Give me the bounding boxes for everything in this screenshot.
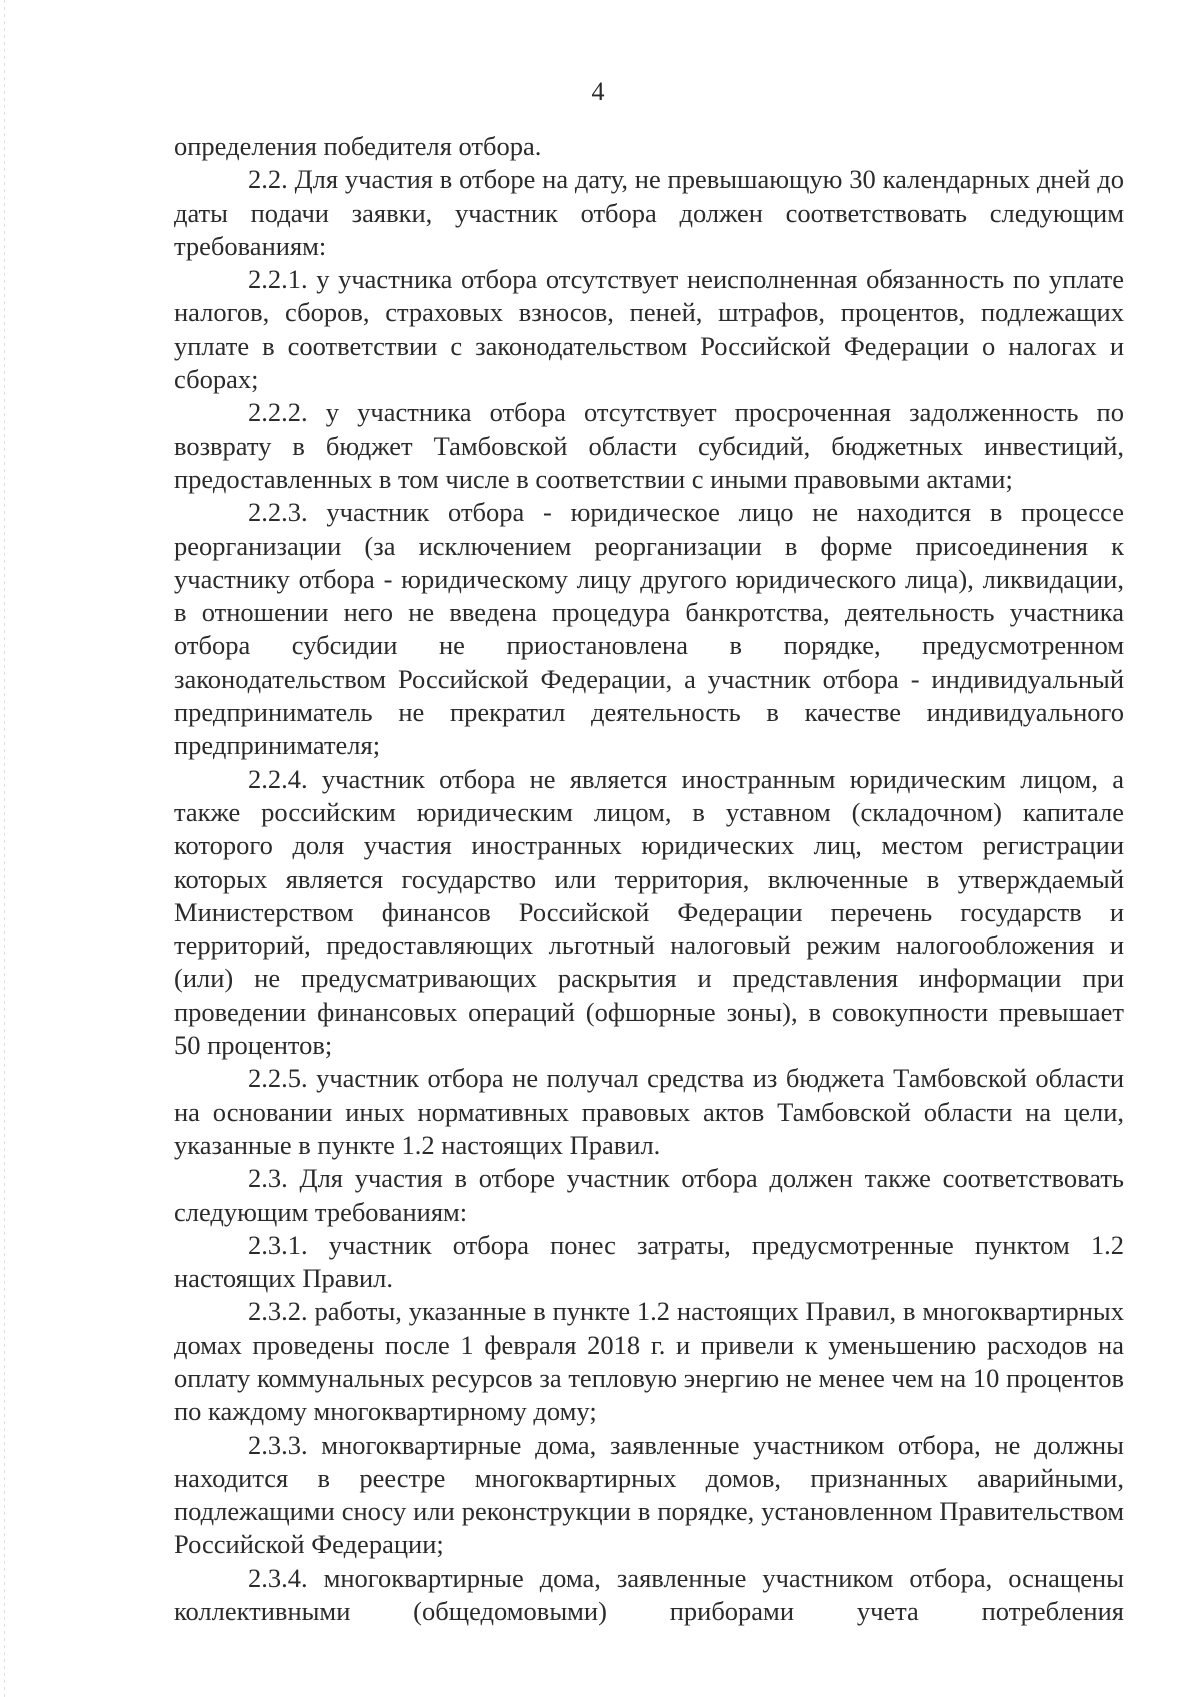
paragraph-2-2-3: 2.2.3. участник отбора - юридическое лицо не находится в процессе реорганизации (за исключением реорганизации в форме присоединения к участнику отбора - юридическому лицу другого юридического лица), ликвидации, в отношении него не введена процедура банкротства, деятельность участника отбора субсидии не приостановлена в порядке, предусмотренном законодательством Российской Федерации, а участник отбора - индивидуальный предприниматель не прекратил деятельность в качестве индивидуального предпринимателя;: [174, 497, 1124, 761]
paragraph-2-3-2: 2.3.2. работы, указанные в пункте 1.2 настоящих Правил, в многоквартирных домах проведены после 1 февраля 2018 г. и привели к уменьшению расходов на оплату коммунальных ресурсов за тепловую энергию не менее чем на 10 процентов по каждому многоквартирному дому;: [174, 1296, 1124, 1427]
paragraph-2-3-1: 2.3.1. участник отбора понес затраты, предусмотренные пунктом 1.2 настоящих Правил.: [174, 1229, 1124, 1294]
paragraph-2-3-3: 2.3.3. многоквартирные дома, заявленные участником отбора, не должны находится в реестре многоквартирных домов, признанных аварийными, подлежащими сносу или реконструкции в порядке, установленном Правительством Российской Федерации;: [174, 1429, 1124, 1560]
paragraph-2-2-5: 2.2.5. участник отбора не получал средства из бюджета Тамбовской области на основании иных нормативных правовых актов Тамбовской области на цели, указанные в пункте 1.2 настоящих Правил.: [174, 1063, 1124, 1160]
paragraph-2-2-4: 2.2.4. участник отбора не является иностранным юридическим лицом, а также российским юридическим лицом, в уставном (складочном) капитале которого доля участия иностранных юридических лиц, местом регистрации которых является государство или территория, включенные в утверждаемый Министерством финансов Российской Федерации перечень государств и территорий, предоставляющих льготный налоговый режим налогообложения и (или) не предусматривающих раскрытия и представления информации при проведении финансовых операций (офшорные зоны), в совокупности превышает 50 процентов;: [174, 763, 1124, 1061]
paragraph-2-2-1: 2.2.1. у участника отбора отсутствует неисполненная обязанность по уплате налогов, сборов, страховых взносов, пеней, штрафов, процентов, подлежащих уплате в соответствии с законодательством Российской Федерации о налогах и сборах;: [174, 264, 1124, 395]
paragraph-2-3: 2.3. Для участия в отборе участник отбора должен также соответствовать следующим требованиям:: [174, 1163, 1124, 1227]
paragraph-continuation: определения победителя отбора.: [174, 131, 542, 161]
paragraph-2-2-2: 2.2.2. у участника отбора отсутствует просроченная задолженность по возврату в бюджет Тамбовской области субсидий, бюджетных инвестиций, предоставленных в том числе в соответствии с иными правовыми актами;: [174, 397, 1124, 494]
document-body: [174, 130, 1124, 1628]
scan-edge-line: [4, 0, 5, 1697]
paragraph-2-3-4: 2.3.4. многоквартирные дома, заявленные участником отбора, оснащены коллективными (общедомовыми) приборами учета потребления: [174, 1562, 1124, 1627]
page-number: 4: [591, 77, 605, 106]
paragraph-2-2: 2.2. Для участия в отборе на дату, не превышающую 30 календарных дней до даты подачи заявки, участник отбора должен соответствовать следующим требованиям:: [174, 164, 1124, 261]
